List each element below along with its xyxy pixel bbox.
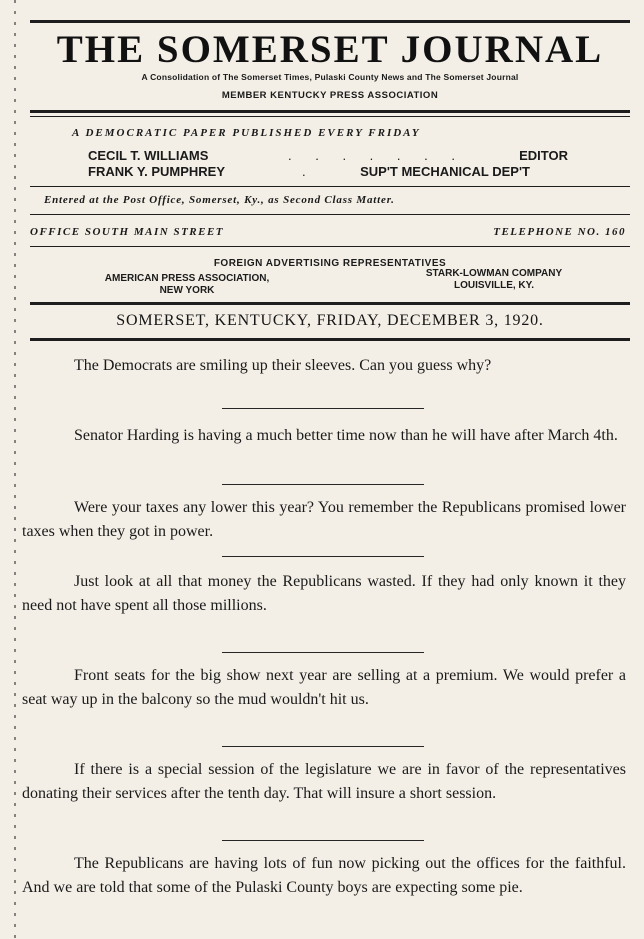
staff-name: CECIL T. WILLIAMS — [88, 148, 209, 163]
masthead-rule — [30, 110, 630, 113]
editorial-paragraph: Just look at all that money the Republicans wasted. If they had only known it they need not have spent all those millions. — [22, 573, 626, 614]
staff-row-editor — [88, 148, 568, 163]
paragraph-separator — [222, 556, 424, 557]
rep-city: LOUISVILLE, KY. — [453, 280, 534, 291]
divider — [30, 338, 630, 341]
editorial-paragraph: If there is a special session of the legislature we are in favor of the representatives donating their services after the tenth day. That will insure a short session. — [22, 761, 626, 802]
paragraph-separator — [222, 652, 424, 653]
rep-city: NEW YORK — [159, 285, 215, 296]
editorial-paragraph: The Republicans are having lots of fun now picking out the offices for the faithful. And we are told that some of the Pulaski County boys are expecting some pie. — [22, 855, 626, 896]
rep-name: AMERICAN PRESS ASSOCIATION, — [104, 273, 270, 284]
advertising-rep-louisville — [384, 268, 604, 292]
masthead-title: THE SOMERSET JOURNAL — [56, 28, 604, 71]
postal-entry-notice: Entered at the Post Office, Somerset, Ky., as Second Class Matter. — [44, 194, 395, 206]
editorial-paragraph: The Democrats are smiling up their sleeves. Can you guess why? — [74, 357, 492, 374]
press-association-line: MEMBER KENTUCKY PRESS ASSOCIATION — [221, 90, 439, 101]
masthead-rule-thin — [30, 116, 630, 117]
divider — [30, 302, 630, 305]
advertising-rep-new-york — [62, 273, 312, 297]
masthead-subtitle: A Consolidation of The Somerset Times, Pulaski County News and The Somerset Journal — [141, 72, 519, 82]
leader-dots: . . . . . . . — [288, 148, 465, 163]
divider — [30, 214, 630, 215]
tagline: A DEMOCRATIC PAPER PUBLISHED EVERY FRIDAY — [72, 127, 421, 139]
staff-name: FRANK Y. PUMPHREY — [88, 164, 226, 179]
dateline: SOMERSET, KENTUCKY, FRIDAY, DECEMBER 3, 1920. — [116, 312, 544, 329]
leader-dots: . — [302, 164, 316, 179]
advertising-heading: FOREIGN ADVERTISING REPRESENTATIVES — [213, 258, 447, 269]
staff-row-mechanical — [88, 164, 568, 179]
editorial-paragraph: Front seats for the big show next year are selling at a premium. We would prefer a seat way up in the balcony so the mud wouldn't hit us. — [22, 667, 626, 708]
divider — [30, 246, 630, 247]
editorial-paragraph: Were your taxes any lower this year? You remember the Republicans promised lower taxes when they got in power. — [22, 499, 626, 540]
paragraph-separator — [222, 408, 424, 409]
staff-role: EDITOR — [519, 148, 568, 163]
paragraph-separator — [222, 746, 424, 747]
paragraph-separator — [222, 484, 424, 485]
paragraph-separator — [222, 840, 424, 841]
top-rule — [30, 20, 630, 23]
divider — [30, 186, 630, 187]
rep-name: STARK-LOWMAN COMPANY — [425, 268, 563, 279]
office-address: OFFICE SOUTH MAIN STREET — [30, 226, 225, 238]
telephone-number: TELEPHONE NO. 160 — [493, 226, 626, 238]
editorial-paragraph: Senator Harding is having a much better time now than he will have after March 4th. — [74, 427, 618, 444]
staff-role: SUP'T MECHANICAL DEP'T — [360, 164, 530, 179]
